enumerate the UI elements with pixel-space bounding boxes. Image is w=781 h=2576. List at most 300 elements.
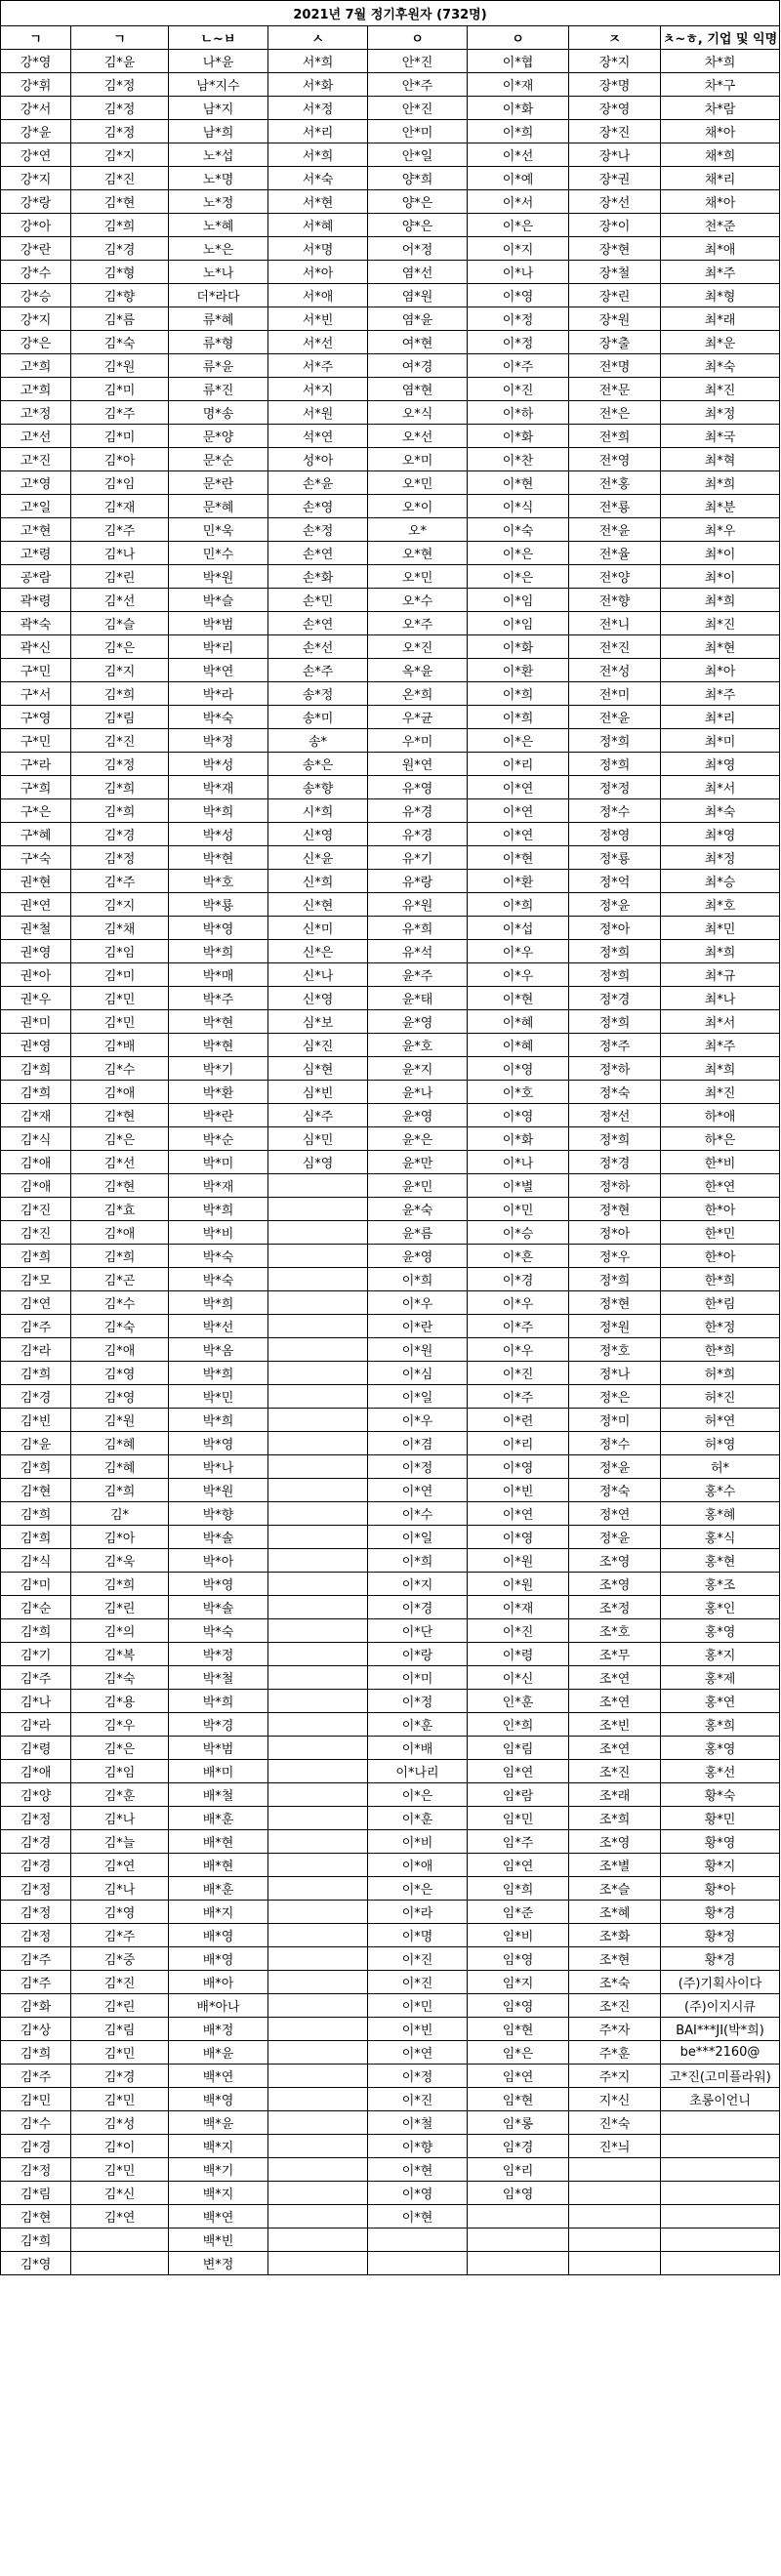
table-cell: 손*영 <box>268 495 368 518</box>
table-cell: 김*연 <box>71 1854 169 1877</box>
table-cell: 이*빈 <box>368 2018 468 2041</box>
table-row <box>1 1573 780 1596</box>
table-cell: 강*은 <box>1 331 71 354</box>
table-cell: 안*미 <box>368 120 468 143</box>
table-cell: 심*영 <box>268 1151 368 1174</box>
table-row <box>1 518 780 542</box>
table-cell: 김*린 <box>71 1994 169 2018</box>
table-cell: 서*아 <box>268 261 368 284</box>
table-cell: 김*원 <box>71 1409 169 1432</box>
table-cell: 장*선 <box>569 190 661 214</box>
table-cell: 나*윤 <box>169 50 268 73</box>
table-cell: 임*리 <box>468 2158 569 2182</box>
table-cell: 이*하 <box>468 401 569 425</box>
table-cell <box>268 1432 368 1455</box>
table-cell: 이*진 <box>368 2088 468 2111</box>
table-cell: 이*정 <box>468 331 569 354</box>
table-cell: 고*진(고미플라워) <box>661 2065 780 2088</box>
table-cell: 배*아나 <box>169 1994 268 2018</box>
table-row <box>1 1971 780 1994</box>
table-cell: 손*주 <box>268 659 368 682</box>
table-cell: 김*민 <box>71 987 169 1010</box>
table-cell: 안*주 <box>368 73 468 97</box>
table-cell: 윤*은 <box>368 1127 468 1151</box>
table-cell: 이*경 <box>368 1596 468 1619</box>
table-cell: 김*라 <box>1 1713 71 1737</box>
table-cell: 이*영 <box>468 1057 569 1081</box>
table-cell: 윤*만 <box>368 1151 468 1174</box>
table-row <box>1 1245 780 1268</box>
table-cell: 이*은 <box>468 542 569 565</box>
table-row <box>1 1362 780 1385</box>
table-cell <box>268 2111 368 2135</box>
table-cell: 노*나 <box>169 261 268 284</box>
table-cell: 김*림 <box>71 706 169 729</box>
table-cell: 조*진 <box>569 1994 661 2018</box>
table-cell: 김*민 <box>71 2041 169 2065</box>
table-cell: 김*주 <box>1 1971 71 1994</box>
table-cell: 이*은 <box>468 729 569 753</box>
table-cell: 이*랑 <box>368 1643 468 1666</box>
table-cell: 김*경 <box>1 1830 71 1854</box>
table-cell: 손*연 <box>268 542 368 565</box>
table-cell: 차*희 <box>661 50 780 73</box>
table-cell: 최*영 <box>661 823 780 846</box>
table-cell: 차*구 <box>661 73 780 97</box>
table-cell: 시*희 <box>268 799 368 823</box>
table-cell <box>268 2135 368 2158</box>
table-cell: 염*현 <box>368 378 468 401</box>
table-cell: 임*연 <box>468 1760 569 1783</box>
table-cell: 김*정 <box>71 73 169 97</box>
table-cell: 김*현 <box>1 2205 71 2228</box>
table-row <box>1 1081 780 1104</box>
table-cell: 어*정 <box>368 237 468 261</box>
table-row <box>1 2252 780 2275</box>
table-cell: 박*란 <box>169 1104 268 1127</box>
table-cell <box>268 1479 368 1502</box>
table-row <box>1 846 780 870</box>
table-cell: 강*수 <box>1 261 71 284</box>
table-cell: 김*정 <box>71 846 169 870</box>
table-cell: 전*윤 <box>569 518 661 542</box>
table-row <box>1 1619 780 1643</box>
table-cell: 김*희 <box>1 1619 71 1643</box>
table-cell: 홍*영 <box>661 1737 780 1760</box>
table-cell: 이*단 <box>368 1619 468 1643</box>
table-cell: 이*나 <box>468 1151 569 1174</box>
table-cell <box>268 1291 368 1315</box>
table-cell: 윤*주 <box>368 963 468 987</box>
table-cell: 김*기 <box>1 1643 71 1666</box>
table-cell: 박*현 <box>169 1010 268 1034</box>
table-cell: 김*임 <box>71 1760 169 1783</box>
table-cell: 홍*연 <box>661 1690 780 1713</box>
table-cell: 조*영 <box>569 1830 661 1854</box>
table-cell: 임*영 <box>468 1994 569 2018</box>
table-row <box>1 1034 780 1057</box>
table-cell: 김*주 <box>1 1947 71 1971</box>
table-cell: 이*주 <box>468 1315 569 1338</box>
table-cell: 안*일 <box>368 143 468 167</box>
table-cell: 이*주 <box>468 1385 569 1409</box>
table-cell: 전*영 <box>569 448 661 471</box>
table-cell: 이*화 <box>468 635 569 659</box>
table-cell: 조*영 <box>569 1573 661 1596</box>
table-cell: 온*희 <box>368 682 468 706</box>
table-cell: 정*하 <box>569 1174 661 1198</box>
table-cell: 이*연 <box>468 1502 569 1526</box>
table-cell: 백*지 <box>169 2182 268 2205</box>
table-cell: 조*숙 <box>569 1971 661 1994</box>
table-cell: 천*준 <box>661 214 780 237</box>
table-cell: 박*룡 <box>169 893 268 917</box>
table-cell: 김*늘 <box>71 1830 169 1854</box>
table-cell: 최*래 <box>661 307 780 331</box>
table-cell: 심*진 <box>268 1034 368 1057</box>
table-cell: 강*란 <box>1 237 71 261</box>
table-cell: 주*지 <box>569 2065 661 2088</box>
table-cell: 박*재 <box>169 1174 268 1198</box>
table-cell: 이*환 <box>468 659 569 682</box>
table-cell: 김*중 <box>71 1947 169 1971</box>
table-cell: 김*영 <box>71 1362 169 1385</box>
table-cell <box>268 2041 368 2065</box>
table-cell: 최*서 <box>661 1010 780 1034</box>
table-cell: 김*미 <box>1 1573 71 1596</box>
table-cell: 김*배 <box>71 1034 169 1057</box>
table-cell: 한*아 <box>661 1245 780 1268</box>
table-row <box>1 2018 780 2041</box>
table-cell: 배*훈 <box>169 1807 268 1830</box>
table-cell: 고*령 <box>1 542 71 565</box>
table-cell: 이*희 <box>468 706 569 729</box>
table-cell: 김*희 <box>1 2041 71 2065</box>
table-cell: 이*미 <box>368 1666 468 1690</box>
table-cell: 주*자 <box>569 2018 661 2041</box>
table-cell: 이*연 <box>368 2041 468 2065</box>
table-row <box>1 753 780 776</box>
table-cell: 정*주 <box>569 1034 661 1057</box>
table-cell: 김*민 <box>71 2088 169 2111</box>
table-cell: 박*숙 <box>169 1268 268 1291</box>
table-cell: 박*연 <box>169 659 268 682</box>
table-cell: 김*수 <box>1 2111 71 2135</box>
table-cell: 이*우 <box>368 1409 468 1432</box>
table-cell: 김*희 <box>1 1362 71 1385</box>
table-cell: 전*명 <box>569 354 661 378</box>
table-cell: 최*희 <box>661 471 780 495</box>
table-cell: 구*희 <box>1 776 71 799</box>
table-cell: 박*순 <box>169 1127 268 1151</box>
table-cell: 류*혜 <box>169 307 268 331</box>
table-cell: 김*희 <box>71 1479 169 1502</box>
table-cell: 이*진 <box>368 1971 468 1994</box>
table-cell: 서*명 <box>268 237 368 261</box>
table-row <box>1 1901 780 1924</box>
table-cell: 이*섭 <box>468 917 569 940</box>
column-header: ㄱ <box>1 26 71 50</box>
table-cell: 이*서 <box>468 190 569 214</box>
table-cell: 지*신 <box>569 2088 661 2111</box>
table-cell <box>268 1362 368 1385</box>
table-row <box>1 2088 780 2111</box>
table-cell: 이*수 <box>368 1502 468 1526</box>
table-cell: 이*진 <box>468 1619 569 1643</box>
table-cell: 이*연 <box>468 823 569 846</box>
table-cell: 김*영 <box>1 2252 71 2275</box>
table-cell: 김*주 <box>1 1666 71 1690</box>
table-row <box>1 1338 780 1362</box>
table-cell: 최*희 <box>661 1057 780 1081</box>
table-cell: 오*선 <box>368 425 468 448</box>
table-cell: 홍*제 <box>661 1666 780 1690</box>
table-cell: 이*우 <box>468 1338 569 1362</box>
table-cell <box>569 2158 661 2182</box>
table-cell: 서*현 <box>268 190 368 214</box>
column-header: ㅇ <box>468 26 569 50</box>
table-row <box>1 1643 780 1666</box>
table-cell <box>268 1315 368 1338</box>
table-row <box>1 354 780 378</box>
table-cell: 민*욱 <box>169 518 268 542</box>
table-cell: 이*희 <box>468 682 569 706</box>
table-cell: 박*범 <box>169 1737 268 1760</box>
table-cell: 홍*선 <box>661 1760 780 1783</box>
table-cell: 김*아 <box>71 1526 169 1549</box>
table-row <box>1 940 780 963</box>
table-cell: 권*연 <box>1 893 71 917</box>
table-cell: 서*주 <box>268 354 368 378</box>
table-cell: 이*희 <box>468 120 569 143</box>
table-row <box>1 1666 780 1690</box>
table-cell <box>268 1549 368 1573</box>
table-cell: 공*람 <box>1 565 71 589</box>
table-row <box>1 307 780 331</box>
table-cell: 최*규 <box>661 963 780 987</box>
table-row <box>1 1432 780 1455</box>
table-cell: 조*래 <box>569 1783 661 1807</box>
table-cell: 백*영 <box>169 2088 268 2111</box>
table-cell: 정*윤 <box>569 1455 661 1479</box>
table-cell: 박*숙 <box>169 1619 268 1643</box>
table-cell: 남*지 <box>169 97 268 120</box>
table-cell <box>468 2205 569 2228</box>
table-cell: 정*아 <box>569 1221 661 1245</box>
table-cell <box>268 2228 368 2252</box>
table-cell: 박*미 <box>169 1151 268 1174</box>
table-cell: 강*지 <box>1 307 71 331</box>
table-cell: 김*순 <box>1 1596 71 1619</box>
table-cell: 김*현 <box>71 1104 169 1127</box>
table-cell: 남*지수 <box>169 73 268 97</box>
table-cell: 김*경 <box>71 823 169 846</box>
table-cell: 이*선 <box>468 143 569 167</box>
table-cell: 서*희 <box>268 143 368 167</box>
table-cell: 배*훈 <box>169 1877 268 1901</box>
table-cell: 김*애 <box>71 1081 169 1104</box>
table-row <box>1 1291 780 1315</box>
table-cell: 신*영 <box>268 987 368 1010</box>
table-cell: (주)기획사이다 <box>661 1971 780 1994</box>
table-cell: 조*무 <box>569 1643 661 1666</box>
table-cell: 장*지 <box>569 50 661 73</box>
table-cell: 전*윤 <box>569 706 661 729</box>
table-cell: 이*우 <box>468 963 569 987</box>
table-cell: 정*우 <box>569 1245 661 1268</box>
table-row <box>1 378 780 401</box>
table-cell: 김*혜 <box>71 1455 169 1479</box>
table-cell <box>268 1502 368 1526</box>
table-row <box>1 1151 780 1174</box>
table-cell: 최*주 <box>661 261 780 284</box>
table-cell: 정*정 <box>569 776 661 799</box>
table-cell: 윤*영 <box>368 1104 468 1127</box>
table-cell: 이*신 <box>468 1666 569 1690</box>
table-cell: 이*현 <box>468 471 569 495</box>
table-cell: 박*영 <box>169 917 268 940</box>
table-cell <box>268 1713 368 1737</box>
table-cell: 최*진 <box>661 612 780 635</box>
table-row <box>1 2111 780 2135</box>
table-cell: 최*서 <box>661 776 780 799</box>
table-cell: 정*윤 <box>569 1526 661 1549</box>
table-cell: 김*희 <box>1 1245 71 1268</box>
table-cell: 정*아 <box>569 917 661 940</box>
table-cell: 김*훈 <box>71 1783 169 1807</box>
table-cell: 박*원 <box>169 1479 268 1502</box>
table-cell: 장*철 <box>569 261 661 284</box>
table-cell: 최*이 <box>661 565 780 589</box>
table-row <box>1 190 780 214</box>
table-cell: 이*정 <box>368 1455 468 1479</box>
table-cell: 유*석 <box>368 940 468 963</box>
table-cell: 이*환 <box>468 870 569 893</box>
table-cell: 강*영 <box>1 50 71 73</box>
table-row <box>1 706 780 729</box>
table-cell: 신*희 <box>268 870 368 893</box>
table-cell: 김*애 <box>71 1338 169 1362</box>
table-row <box>1 682 780 706</box>
table-cell: 김*름 <box>71 307 169 331</box>
table-cell <box>268 1901 368 1924</box>
table-cell: 박*리 <box>169 635 268 659</box>
table-cell: 서*지 <box>268 378 368 401</box>
table-cell <box>71 2228 169 2252</box>
table-cell: 김*희 <box>1 2228 71 2252</box>
table-row <box>1 1924 780 1947</box>
table-cell: 이*은 <box>368 1877 468 1901</box>
table-cell: 김*주 <box>1 1315 71 1338</box>
table-cell: 박*희 <box>169 1690 268 1713</box>
table-cell <box>268 1994 368 2018</box>
table-cell: 유*경 <box>368 799 468 823</box>
table-cell: 이*은 <box>368 1783 468 1807</box>
table-title: 2021년 7월 정기후원자 (732명) <box>1 1 780 26</box>
table-cell <box>268 1666 368 1690</box>
table-cell: 조*슬 <box>569 1877 661 1901</box>
table-cell: 김*정 <box>71 97 169 120</box>
table-cell: 이*재 <box>468 73 569 97</box>
table-cell: 서*화 <box>268 73 368 97</box>
table-cell <box>268 1947 368 1971</box>
table-cell: 이*라 <box>368 1901 468 1924</box>
table-cell <box>268 1737 368 1760</box>
table-cell: 조*호 <box>569 1619 661 1643</box>
table-cell: 김*용 <box>71 1690 169 1713</box>
table-cell: 임*현 <box>468 2088 569 2111</box>
table-cell: 김*희 <box>1 1057 71 1081</box>
table-cell: 전*양 <box>569 565 661 589</box>
table-cell: 김*정 <box>1 2158 71 2182</box>
table-cell: 박*향 <box>169 1502 268 1526</box>
table-cell: 김*주 <box>71 1924 169 1947</box>
table-cell: 김*주 <box>1 2065 71 2088</box>
table-cell: 황*숙 <box>661 1783 780 1807</box>
table-cell: 박*옴 <box>169 1338 268 1362</box>
table-cell: 전*룡 <box>569 495 661 518</box>
table-cell <box>268 2252 368 2275</box>
table-cell: 이*승 <box>468 1221 569 1245</box>
table-cell: 박*희 <box>169 799 268 823</box>
table-cell: 윤*영 <box>368 1010 468 1034</box>
table-cell: 박*희 <box>169 1409 268 1432</box>
table-cell: 임*주 <box>468 1830 569 1854</box>
table-cell: 곽*숙 <box>1 612 71 635</box>
table-cell: 김*원 <box>71 354 169 378</box>
table-cell: 이*임 <box>468 589 569 612</box>
table-cell: 오*이 <box>368 495 468 518</box>
table-cell: 구*혜 <box>1 823 71 846</box>
table-cell: 이*연 <box>368 1479 468 1502</box>
table-row <box>1 1057 780 1081</box>
table-cell: 김*은 <box>71 1127 169 1151</box>
table-cell: 박*정 <box>169 1643 268 1666</box>
table-cell: 유*경 <box>368 823 468 846</box>
table-cell: 이*은 <box>468 214 569 237</box>
table-cell: 이*희 <box>368 1268 468 1291</box>
table-cell: 김*은 <box>71 1737 169 1760</box>
table-cell: 이*향 <box>368 2135 468 2158</box>
table-cell: 허* <box>661 1455 780 1479</box>
table-cell: 전*니 <box>569 612 661 635</box>
table-cell: 명*송 <box>169 401 268 425</box>
table-cell: 김*희 <box>1 1081 71 1104</box>
table-cell: 김*채 <box>71 917 169 940</box>
table-cell: 손*민 <box>268 589 368 612</box>
table-cell: 이*영 <box>468 284 569 307</box>
table-cell <box>569 2182 661 2205</box>
table-cell: 이*영 <box>468 1104 569 1127</box>
table-cell: 전*미 <box>569 682 661 706</box>
table-cell: 윤*호 <box>368 1034 468 1057</box>
table-cell: BAI***JI(박*희) <box>661 2018 780 2041</box>
table-cell <box>661 2182 780 2205</box>
table-cell: 박*범 <box>169 612 268 635</box>
table-cell: 김*민 <box>71 1010 169 1034</box>
table-cell: 배*현 <box>169 1854 268 1877</box>
table-cell: 최*민 <box>661 917 780 940</box>
table-cell: 김*희 <box>1 1455 71 1479</box>
table-cell: 김*식 <box>1 1127 71 1151</box>
table-cell: 이*화 <box>468 1127 569 1151</box>
table-cell <box>268 1245 368 1268</box>
table-cell: 한*민 <box>661 1221 780 1245</box>
table-cell <box>268 1971 368 1994</box>
table-row <box>1 1690 780 1713</box>
table-cell: 이*진 <box>468 1362 569 1385</box>
table-cell: 옥*윤 <box>368 659 468 682</box>
